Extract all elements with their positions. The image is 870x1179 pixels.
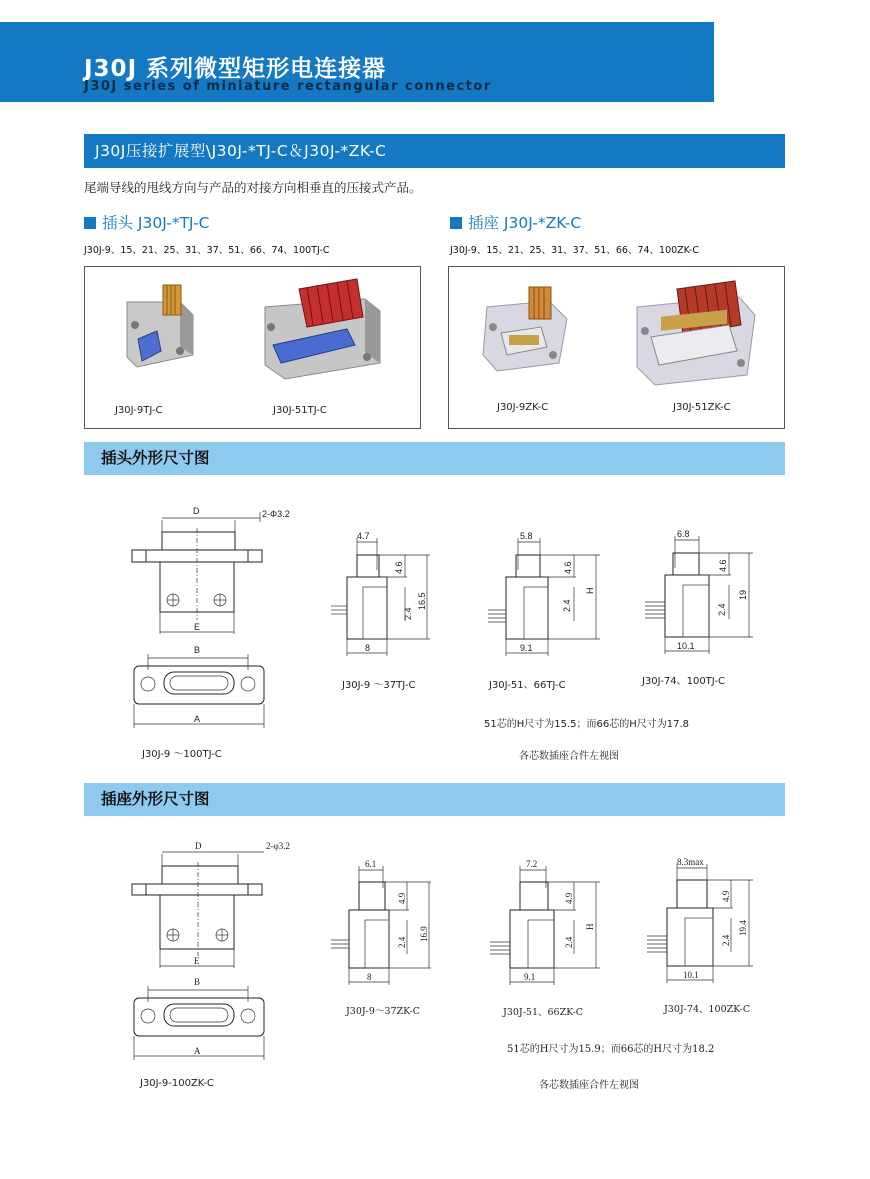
socket-heading-text: 插座 J30J-*ZK-C	[468, 214, 582, 232]
plug-photo-box	[84, 266, 421, 429]
socket-side-caption: 各芯数插座合件左视图	[539, 1080, 639, 1091]
socket-side1-height: 16.9	[419, 926, 429, 942]
socket-front-label-d: D	[195, 841, 202, 851]
section-title-bar: J30J压接扩展型\J30J-*TJ-C＆J30J-*ZK-C	[84, 134, 785, 168]
plug-side-caption: 各芯数插座合件左视图	[519, 751, 619, 762]
socket-side3-caption: J30J-74、100ZK-C	[664, 1004, 751, 1015]
socket-photo-box	[448, 266, 785, 429]
plug-side3-width-top: 6.8	[677, 529, 690, 539]
socket-side-view-1	[325, 858, 440, 988]
plug-side-view-3	[635, 528, 760, 658]
plug-heading	[84, 211, 210, 233]
socket-side3-height: 19.4	[738, 920, 748, 936]
socket-front-drawing	[120, 840, 300, 1065]
plug-models: J30J-9、15、21、25、31、37、51、66、74、100TJ-C	[84, 245, 330, 256]
socket-side2-width-top: 7.2	[526, 859, 538, 869]
socket-51-image	[637, 281, 755, 385]
socket-side-view-3	[635, 856, 760, 986]
socket-front-label-a: A	[194, 1046, 201, 1056]
socket-side3-dim-49: 4.9	[721, 890, 731, 902]
socket-side2-caption: J30J-51、66ZK-C	[503, 1007, 584, 1018]
plug-front-label-b: B	[194, 645, 201, 655]
plug-photo-caption-9: J30J-9TJ-C	[115, 405, 163, 416]
socket-side3-dim-24: 2.4	[721, 934, 731, 946]
plug-front-caption: J30J-9 ～100TJ-C	[142, 749, 222, 760]
socket-side2-dim-24: 2.4	[564, 936, 574, 948]
plug-front-label-hole: 2-Φ3.2	[262, 509, 290, 519]
socket-9-image	[483, 287, 567, 371]
top-banner	[0, 22, 714, 102]
square-bullet-icon	[450, 217, 462, 229]
plug-front-drawing	[120, 500, 290, 730]
socket-photo-caption-51: J30J-51ZK-C	[673, 402, 731, 413]
socket-heading	[450, 211, 581, 233]
plug-9-image	[127, 285, 193, 367]
socket-side1-width-bottom: 8	[367, 972, 372, 982]
socket-dims-note: 51芯的H尺寸为15.9；而66芯的H尺寸为18.2	[507, 1044, 715, 1055]
socket-side2-height: H	[585, 923, 595, 930]
section-description: 尾端导线的甩线方向与产品的对接方向相垂直的压接式产品。	[84, 180, 422, 195]
plug-side2-caption: J30J-51、66TJ-C	[489, 680, 566, 691]
plug-front-label-e: E	[194, 622, 201, 632]
socket-side-view-2	[482, 858, 607, 988]
square-bullet-icon	[84, 217, 96, 229]
plug-side2-width-top: 5.8	[520, 531, 533, 541]
plug-side3-dim-24: 2.4	[717, 603, 727, 616]
plug-side2-height: H	[585, 587, 595, 594]
socket-side1-caption: J30J-9～37ZK-C	[346, 1006, 421, 1017]
socket-models: J30J-9、15、21、25、31、37、51、66、74、100ZK-C	[450, 245, 699, 256]
plug-side1-width-top: 4.7	[357, 531, 370, 541]
plug-side1-height: 16.5	[417, 592, 427, 610]
socket-side1-dim-24: 2.4	[397, 936, 407, 948]
plug-dims-note: 51芯的H尺寸为15.5；而66芯的H尺寸为17.8	[484, 719, 690, 730]
socket-side2-dim-49: 4.9	[564, 892, 574, 904]
plug-side3-height: 19	[738, 589, 748, 600]
plug-front-label-a: A	[194, 714, 201, 724]
socket-front-caption: J30J-9-100ZK-C	[140, 1078, 214, 1089]
plug-side3-caption: J30J-74、100TJ-C	[642, 676, 725, 687]
socket-front-label-hole: 2-φ3.2	[266, 841, 290, 851]
plug-side3-dim-46: 4.6	[718, 559, 728, 572]
plug-dims-bar: 插头外形尺寸图	[84, 442, 785, 475]
plug-photo-caption-51: J30J-51TJ-C	[273, 405, 327, 416]
socket-dims-bar: 插座外形尺寸图	[84, 783, 785, 816]
socket-front-label-e: E	[194, 956, 200, 966]
socket-side1-width-top: 6.1	[365, 859, 377, 869]
plug-side3-width-bottom: 10.1	[677, 641, 695, 651]
plug-side2-dim-46: 4.6	[563, 561, 573, 574]
page-subtitle: J30J series of miniature rectangular connector	[84, 79, 492, 94]
plug-side-view-1	[325, 530, 440, 660]
plug-side1-dim-46: 4.6	[394, 561, 404, 574]
plug-side1-width-bottom: 8	[365, 643, 371, 653]
socket-photo-caption-9: J30J-9ZK-C	[497, 402, 549, 413]
socket-side2-width-bottom: 9.1	[524, 972, 536, 982]
socket-side1-dim-49: 4.9	[397, 892, 407, 904]
plug-side1-dim-24: 2.4	[403, 607, 413, 620]
plug-side2-dim-24: 2.4	[562, 599, 572, 612]
socket-side3-width-bottom: 10.1	[683, 970, 699, 980]
page-title: J30J 系列微型矩形电连接器	[84, 56, 387, 82]
plug-side1-caption: J30J-9 ～37TJ-C	[342, 680, 416, 691]
socket-side3-width-top: 8.3max	[677, 857, 704, 867]
socket-front-label-b: B	[194, 977, 201, 987]
plug-51-image	[265, 279, 380, 379]
plug-side2-width-bottom: 9.1	[520, 643, 533, 653]
plug-heading-text: 插头 J30J-*TJ-C	[102, 214, 210, 232]
plug-side-view-2	[482, 530, 607, 660]
plug-front-label-d: D	[193, 506, 200, 516]
